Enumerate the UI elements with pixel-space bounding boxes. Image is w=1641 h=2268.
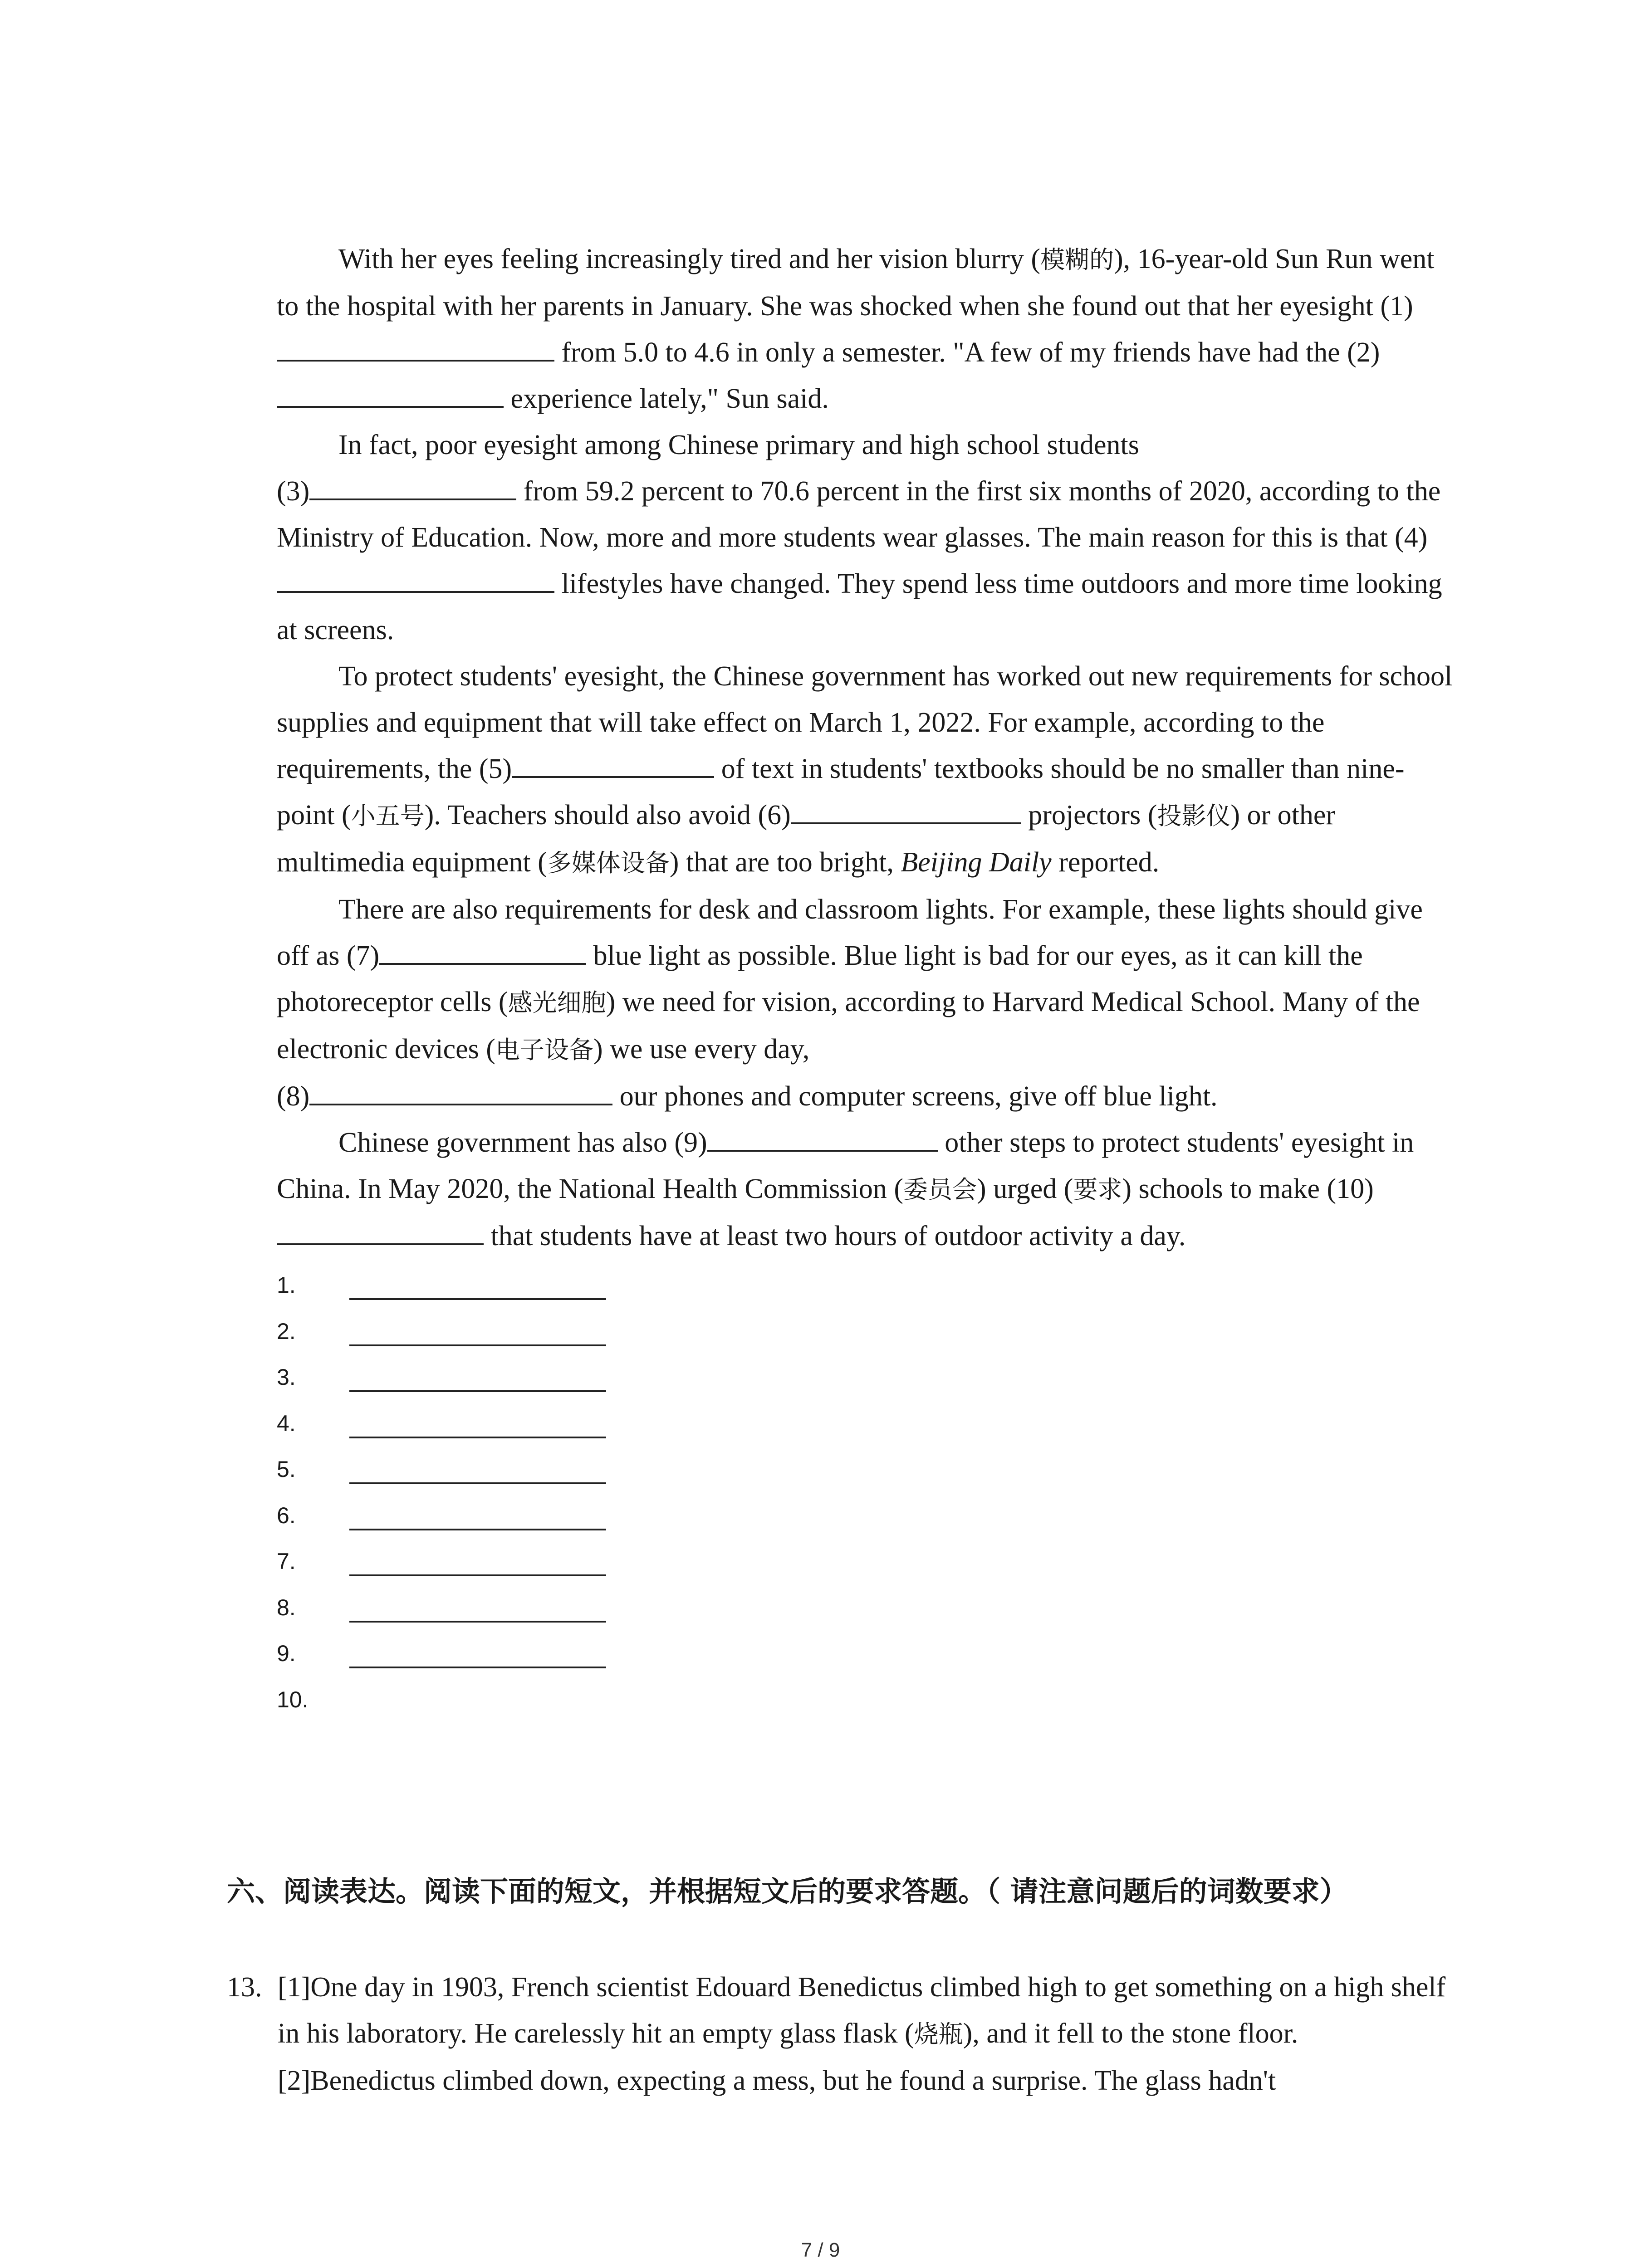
reading-passage	[277, 236, 1456, 1722]
text-segment: projectors (	[1028, 800, 1157, 831]
answer-row	[277, 1630, 1456, 1677]
section-title: 六、阅读表达。阅读下面的短文，并根据短文后的要求答题。（ 请注意问题后的词数要求）	[227, 1875, 1348, 1908]
answer-row	[277, 1354, 1456, 1400]
newspaper-name: Beijing Daily	[901, 847, 1052, 878]
text-segment: ), and it fell to the stone floor.	[963, 2018, 1298, 2049]
q13-paragraph-1	[278, 1964, 1457, 2058]
text-segment: (3)	[277, 476, 310, 507]
answer-number: 7.	[277, 1549, 296, 1574]
answer-lines	[277, 1262, 1456, 1722]
blank-2[interactable]	[277, 378, 504, 408]
text-segment: ). Teachers should also avoid (6)	[424, 800, 791, 831]
text-segment: With her eyes feeling increasingly tired and her vision blurry (	[338, 244, 1041, 274]
answer-number: 3.	[277, 1364, 296, 1390]
answer-number: 8.	[277, 1594, 296, 1620]
answer-line[interactable]	[349, 1437, 606, 1438]
blank-5[interactable]	[512, 748, 714, 778]
text-segment: of text in students' textbooks should be no smaller than nine-point (	[277, 753, 1405, 831]
text-segment: There are also requirements for desk and classroom lights. For example, these lights should give off as (7)	[277, 894, 1423, 971]
answer-line[interactable]	[349, 1298, 606, 1300]
answer-row	[277, 1308, 1456, 1354]
passage-paragraph-2	[277, 422, 1456, 653]
answer-line[interactable]	[349, 1482, 606, 1484]
passage-paragraph-5	[277, 1119, 1456, 1259]
text-segment: ) schools to make (10)	[1122, 1173, 1374, 1204]
text-segment: ), 16-year-old Sun Run went to the hospital with her parents in January. She was shocked when she found out that her eyesight (1)	[277, 244, 1435, 322]
q13-paragraph-2: [2]Benedictus climbed down, expecting a mess, but he found a surprise. The glass hadn't	[278, 2065, 1276, 2096]
blank-1[interactable]	[277, 332, 554, 362]
chinese-gloss: 要求	[1073, 1175, 1122, 1204]
chinese-gloss: 小五号	[351, 802, 425, 830]
text-segment: from 59.2 percent to 70.6 percent in the first six months of 2020, according to the Ministry of Education. Now, more and more students wear glasses. The main reason for this is that (4)	[277, 476, 1441, 553]
answer-row	[277, 1262, 1456, 1308]
blank-10[interactable]	[277, 1215, 484, 1245]
text-segment: To protect students' eyesight, the Chinese government has worked out new requirements for school supplies and equipment that will take effect on March 1, 2022. For example, according to the requirements, the (5)	[277, 661, 1453, 784]
blank-6[interactable]	[791, 794, 1021, 824]
chinese-gloss: 投影仪	[1157, 802, 1231, 830]
answer-number: 6.	[277, 1502, 296, 1528]
text-segment: (8)	[277, 1081, 310, 1112]
blank-4[interactable]	[277, 563, 554, 593]
text-segment: ) urged (	[977, 1173, 1073, 1204]
passage-paragraph-4	[277, 886, 1456, 1119]
text-segment: other steps to protect students' eyesight in China. In May 2020, the National Health Commission (	[277, 1127, 1414, 1204]
text-segment: reported.	[1051, 847, 1160, 878]
blank-3[interactable]	[309, 470, 516, 500]
answer-line[interactable]	[349, 1621, 606, 1623]
text-segment: In fact, poor eyesight among Chinese primary and high school students	[338, 430, 1139, 460]
answer-row	[277, 1446, 1456, 1492]
passage-paragraph-1	[277, 236, 1456, 422]
answer-number: 2.	[277, 1318, 296, 1344]
text-segment: lifestyles have changed. They spend less time outdoors and more time looking at screens.	[277, 568, 1442, 645]
text-segment: ) we need for vision, according to Harvard Medical School. Many of the electronic devices (	[277, 987, 1420, 1065]
answer-number: 5.	[277, 1457, 296, 1482]
answer-line[interactable]	[349, 1344, 606, 1346]
answer-row	[277, 1584, 1456, 1631]
blank-8[interactable]	[309, 1075, 612, 1105]
text-segment: experience lately," Sun said.	[504, 383, 829, 414]
page-number: 7 / 9	[801, 2239, 840, 2261]
question-13-text	[278, 1964, 1457, 2104]
passage-paragraph-3	[277, 653, 1456, 886]
chinese-gloss: 感光细胞	[508, 988, 606, 1017]
chinese-gloss: 多媒体设备	[547, 849, 670, 877]
text-segment: ) we use every day,	[593, 1034, 810, 1065]
answer-line[interactable]	[349, 1574, 606, 1576]
question-number: 13.	[227, 1972, 262, 2003]
text-segment: [1]One day in 1903, French scientist Edouard Benedictus climbed high to get something on a high shelf in his laboratory. He carelessly hit an empty glass flask (	[278, 1972, 1446, 2049]
text-segment: blue light as possible. Blue light is bad for our eyes, as it can kill the photoreceptor cells (	[277, 940, 1363, 1017]
chinese-gloss: 模糊的	[1040, 245, 1114, 274]
answer-number: 10.	[277, 1686, 309, 1712]
answer-number: 1.	[277, 1272, 296, 1298]
answer-line[interactable]	[349, 1390, 606, 1392]
answer-row	[277, 1492, 1456, 1539]
text-segment: from 5.0 to 4.6 in only a semester. "A few of my friends have had the (2)	[554, 337, 1380, 368]
blank-7[interactable]	[379, 935, 586, 965]
text-segment: that students have at least two hours of outdoor activity a day.	[484, 1221, 1186, 1251]
text-segment: Chinese government has also (9)	[338, 1127, 707, 1158]
blank-9[interactable]	[707, 1122, 938, 1152]
text-segment: ) or other multimedia equipment (	[277, 800, 1336, 878]
answer-line[interactable]	[349, 1667, 606, 1668]
answer-row	[277, 1400, 1456, 1447]
text-segment: ) that are too bright,	[669, 847, 901, 878]
answer-row	[277, 1677, 1456, 1723]
answer-number: 9.	[277, 1641, 296, 1666]
chinese-gloss: 电子设备	[495, 1036, 593, 1064]
answer-row	[277, 1538, 1456, 1584]
answer-number: 4.	[277, 1410, 296, 1436]
answer-line[interactable]	[349, 1529, 606, 1530]
chinese-gloss: 委员会	[903, 1175, 977, 1204]
text-segment: our phones and computer screens, give off blue light.	[612, 1081, 1218, 1112]
chinese-gloss: 烧瓶	[914, 2020, 963, 2048]
